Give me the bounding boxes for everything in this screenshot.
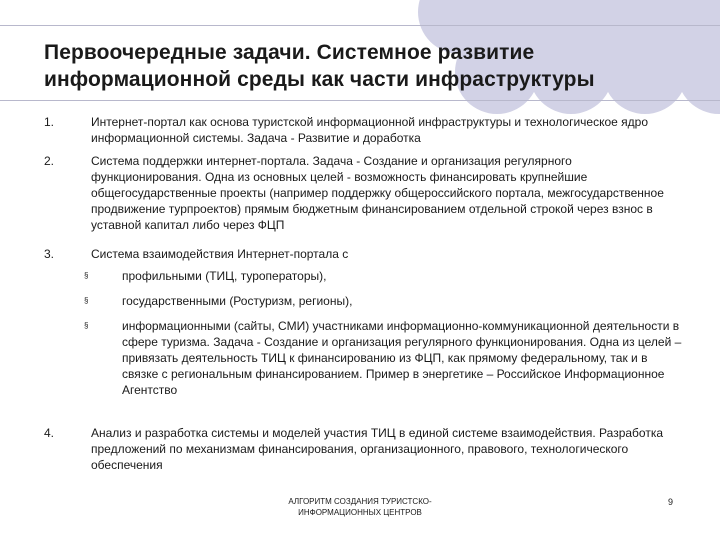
item-number: 1. [44, 115, 55, 129]
bullet-icon: § [84, 321, 89, 330]
footer-line: АЛГОРИТМ СОЗДАНИЯ ТУРИСТСКО- [288, 497, 432, 506]
title-line: информационной среды как части инфраструктуры [44, 68, 595, 91]
sub-item-text: информационными (сайты, СМИ) участниками информационно-коммуникационной деятельности в сфере туризма. Задача - Создание и организация регулярного функционирования. Одна из целей – привязать деятельность ТИЦ к финансированию из ФЦП, как прямому федеральному, так и в связке с региональным финансированием. Пример в энергетике – Российское Информационное Агентство [122, 319, 682, 397]
slide-footer [220, 496, 500, 518]
page-number: 9 [668, 497, 674, 507]
footer-line: ИНФОРМАЦИОННЫХ ЦЕНТРОВ [298, 508, 422, 517]
divider [0, 25, 720, 26]
sub-item-text: государственными (Ростуризм, регионы), [122, 294, 353, 308]
item-text: Система поддержки интернет-портала. Задача - Создание и организация регулярного функционирования. Одна из основных целей - возможность финансировать крупнейшие общегосударственные проекты (например поддержку общероссийского портала, межгосударственное продвижение турпроектов) прямым бюджетным финансированием отдельной строкой через взнос в уставной капитал либо через ФЦП [91, 154, 664, 232]
item-text: Интернет-портал как основа туристской информационной инфраструктуры и технологическое ядро информационной системы. Задача - Развитие и доработка [91, 115, 648, 145]
item-text: Система взаимодействия Интернет-портала с [91, 247, 349, 261]
item-number: 2. [44, 154, 55, 168]
item-number: 4. [44, 426, 55, 440]
title-line: Первоочередные задачи. Системное развитие [44, 41, 535, 64]
divider [0, 100, 720, 101]
sub-item-text: профильными (ТИЦ, туроператоры), [122, 269, 327, 283]
item-text: Анализ и разработка системы и моделей участия ТИЦ в единой системе взаимодействия. Разработка предложений по механизмам финансирования, организационного, правового, технологического обеспечения [91, 426, 664, 472]
slide-title [44, 39, 684, 93]
bullet-icon: § [84, 296, 89, 305]
item-number: 3. [44, 247, 55, 261]
bullet-icon: § [84, 271, 89, 280]
